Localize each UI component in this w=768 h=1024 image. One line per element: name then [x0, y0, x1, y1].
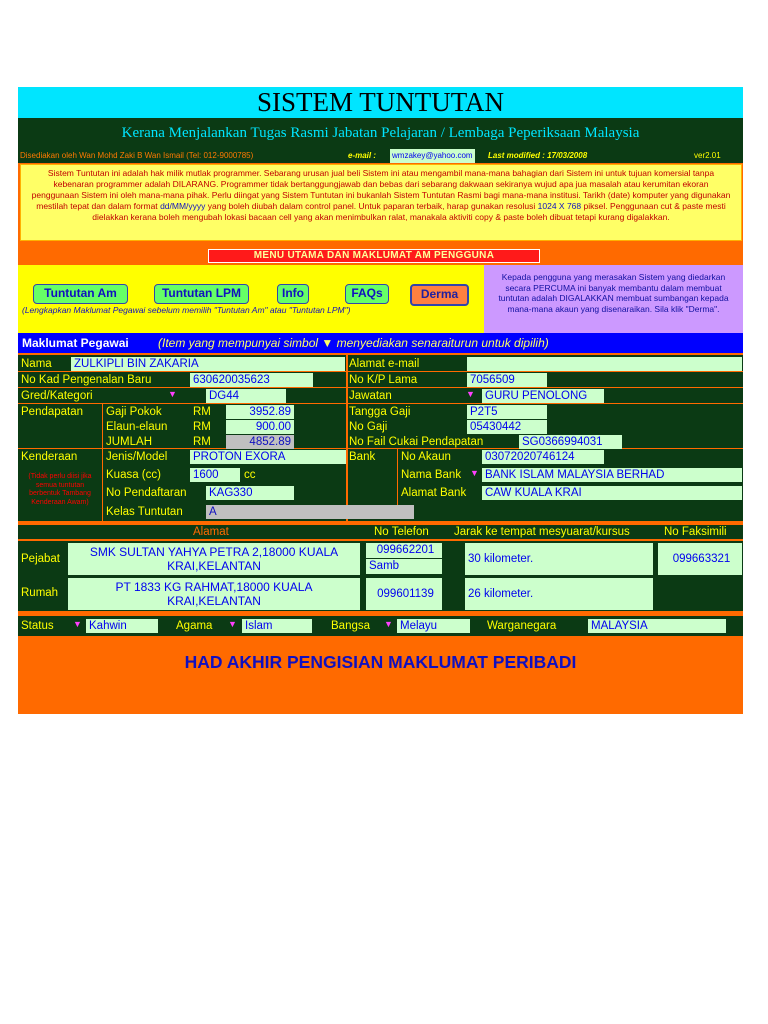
nama-bank-label: Nama Bank	[401, 469, 462, 481]
resolution: 1024 X 768	[537, 201, 582, 211]
alamat-bank-field[interactable]: CAW KUALA KRAI	[482, 486, 742, 500]
tangga-gaji-label: Tangga Gaji	[349, 406, 411, 418]
kelas-label: Kelas Tuntutan	[106, 506, 183, 518]
rm-label: RM	[193, 421, 211, 433]
gaji-pokok-label: Gaji Pokok	[106, 406, 162, 418]
no-pendaftaran-label: No Pendaftaran	[106, 487, 187, 499]
kenderaan-note: (Tidak perlu diisi jika semua tuntutan berbentuk Tambang Kenderaan Awam)	[28, 473, 92, 506]
jawatan-label: Jawatan	[349, 390, 392, 402]
faqs-button[interactable]: FAQs	[345, 284, 389, 304]
menu-header: MENU UTAMA DAN MAKLUMAT AM PENGGUNA	[208, 249, 540, 263]
dropdown-arrow-icon[interactable]: ▼	[228, 619, 237, 629]
warganegara-label: Warganegara	[487, 620, 557, 632]
status-field[interactable]: Kahwin	[86, 619, 158, 633]
elaun-field[interactable]: 900.00	[226, 420, 294, 434]
no-gaji-label: No Gaji	[349, 421, 388, 433]
dropdown-arrow-icon[interactable]: ▼	[384, 619, 393, 629]
dropdown-arrow-icon[interactable]: ▼	[168, 389, 177, 399]
no-akaun-field[interactable]: 03072020746124	[482, 450, 604, 464]
notice-text-2: yang boleh diubah dalam control panel. Untuk paparan terbaik, harap gunakan resolusi	[207, 201, 536, 211]
no-fail-cukai-label: No Fail Cukai Pendapatan	[349, 436, 484, 448]
rm-label: RM	[193, 406, 211, 418]
agama-field[interactable]: Islam	[242, 619, 312, 633]
tuntutan-am-button[interactable]: Tuntutan Am	[33, 284, 128, 304]
pejabat-faks-field[interactable]: 099663321	[658, 543, 742, 575]
menu-note: (Lengkapkan Maklumat Pegawai sebelum memilih "Tuntutan Am" atau "Tuntutan LPM")	[22, 305, 351, 315]
dropdown-arrow-icon[interactable]: ▼	[466, 389, 475, 399]
gred-label: Gred/Kategori	[21, 390, 93, 402]
kuasa-label: Kuasa (cc)	[106, 469, 161, 481]
agama-label: Agama	[176, 620, 213, 632]
rumah-alamat-field[interactable]: PT 1833 KG RAHMAT,18000 KUALA KRAI,KELANTAN	[68, 578, 360, 610]
bangsa-field[interactable]: Melayu	[397, 619, 470, 633]
alamat-email-field[interactable]	[467, 357, 742, 371]
pendapatan-label: Pendapatan	[21, 406, 84, 418]
rumah-jarak-field[interactable]: 26 kilometer.	[465, 578, 653, 610]
notice-text-1: Sistem Tuntutan ini adalah hak milik mutlak programmer. Sebarang urusan jual beli Sistem ini atau mengambil mana-mana bahagian dari Sistem ini untuk tujuan komersial tanpa kebenaran programmer adalah DILARANG. Programmer tidak bertanggungjawab dan bebas dari sebarang dakwaan sekiranya wujud apa jua masalah atau kerumitan ekoran penggunaan Sistem ini oleh mana-mana pihak. Perlu diingat yang Sistem Tuntutan ini bukanlah Sistem Tuntutan Rasmi bagi mana-mana institusi. Tarikh (date) komputer yang digunakan mestilah tepat dan dalam format	[31, 168, 731, 211]
elaun-label: Elaun-elaun	[106, 421, 168, 433]
kp-lama-label: No K/P Lama	[349, 374, 418, 386]
no-fail-cukai-field[interactable]: SG0366994031	[519, 435, 622, 449]
no-pendaftaran-field[interactable]: KAG330	[206, 486, 294, 500]
rumah-telefon-field[interactable]: 099601139	[366, 578, 442, 610]
info-bar	[18, 149, 743, 163]
page-title: SISTEM TUNTUTAN	[18, 87, 743, 118]
alamat-bank-label: Alamat Bank	[401, 487, 467, 499]
no-akaun-label: No Akaun	[401, 451, 451, 463]
tuntutan-lpm-button[interactable]: Tuntutan LPM	[154, 284, 249, 304]
prepared-by: Disediakan oleh Wan Mohd Zaki B Wan Ismail (Tel: 012-9000785)	[20, 151, 254, 160]
notice-text-3: piksel. Penggunaan cut & paste mesti dielakkan kerana boleh mengubah lokasi bacaan cell yang akan menimbulkan ralat, manakala aktiviti copy & paste boleh dibuat tetapi kurang digalakkan.	[92, 201, 726, 222]
pejabat-label: Pejabat	[21, 553, 61, 565]
dropdown-arrow-icon[interactable]: ▼	[73, 619, 82, 629]
donation-note: Kepada pengguna yang merasakan Sistem yang diedarkan secara PERCUMA ini banyak membantu dalam membuat tuntutan adalah DIGALAKKAN membuat sumbangan kepada mana-mana akaun yang disenaraikan. Sila klik "Derma".	[484, 265, 743, 333]
email-label: e-mail :	[348, 151, 377, 160]
last-modified: Last modified : 17/03/2008	[488, 151, 588, 160]
info-button[interactable]: Info	[277, 284, 309, 304]
jawatan-field[interactable]: GURU PENOLONG	[482, 389, 604, 403]
pegawai-hint: (Item yang mempunyai simbol ▼ menyediakan senaraiturun untuk dipilih)	[158, 336, 549, 350]
pejabat-samb-field[interactable]: Samb	[366, 559, 442, 574]
kp-lama-field[interactable]: 7056509	[467, 373, 547, 387]
status-label: Status	[21, 620, 54, 632]
derma-button[interactable]: Derma	[410, 284, 469, 306]
kp-baru-label: No Kad Pengenalan Baru	[21, 374, 152, 386]
jumlah-field: 4852.89	[226, 435, 294, 449]
dropdown-arrow-icon[interactable]: ▼	[470, 468, 479, 478]
jenis-model-field[interactable]: PROTON EXORA	[190, 450, 346, 464]
date-format: dd/MM/yyyy	[160, 201, 206, 211]
pejabat-telefon-field[interactable]: 099662201	[366, 543, 442, 558]
nama-field[interactable]: ZULKIPLI BIN ZAKARIA	[71, 357, 345, 371]
kp-baru-field[interactable]: 630620035623	[190, 373, 313, 387]
pejabat-alamat-field[interactable]: SMK SULTAN YAHYA PETRA 2,18000 KUALA KRAI,KELANTAN	[68, 543, 360, 575]
jenis-model-label: Jenis/Model	[106, 451, 168, 463]
alamat-header: Alamat	[193, 526, 229, 538]
kenderaan-label: Kenderaan	[21, 451, 78, 463]
no-gaji-field[interactable]: 05430442	[467, 420, 547, 434]
kuasa-field[interactable]: 1600	[190, 468, 240, 482]
jarak-header: Jarak ke tempat mesyuarat/kursus	[454, 526, 630, 538]
bank-label: Bank	[349, 451, 376, 463]
rumah-label: Rumah	[21, 587, 59, 599]
version: ver2.01	[694, 151, 721, 160]
faksimili-header: No Faksimili	[664, 526, 727, 538]
spreadsheet-sheet	[18, 87, 743, 714]
nama-label: Nama	[21, 358, 52, 370]
pegawai-bar	[18, 333, 743, 353]
gred-field[interactable]: DG44	[206, 389, 286, 403]
gaji-pokok-field[interactable]: 3952.89	[226, 405, 294, 419]
warganegara-field[interactable]: MALAYSIA	[588, 619, 726, 633]
jumlah-label: JUMLAH	[106, 436, 153, 448]
page-subtitle: Kerana Menjalankan Tugas Rasmi Jabatan Pelajaran / Lembaga Peperiksaan Malaysia	[18, 118, 743, 149]
bangsa-label: Bangsa	[331, 620, 371, 632]
tangga-gaji-field[interactable]: P2T5	[467, 405, 547, 419]
pejabat-jarak-field[interactable]: 30 kilometer.	[465, 543, 653, 575]
rumah-faks-field[interactable]	[658, 578, 742, 610]
nama-bank-field[interactable]: BANK ISLAM MALAYSIA BERHAD	[482, 468, 742, 482]
email-link[interactable]: wmzakey@yahoo.com	[390, 149, 475, 163]
alamat-email-label: Alamat e-mail	[349, 358, 420, 370]
kelas-field: A	[206, 505, 414, 519]
rm-label: RM	[193, 436, 211, 448]
cc-label: cc	[244, 469, 256, 481]
telefon-header: No Telefon	[374, 526, 429, 538]
had-akhir-heading: HAD AKHIR PENGISIAN MAKLUMAT PERIBADI	[184, 652, 577, 672]
disclaimer-notice	[20, 164, 742, 241]
pegawai-title: Maklumat Pegawai	[22, 336, 129, 350]
